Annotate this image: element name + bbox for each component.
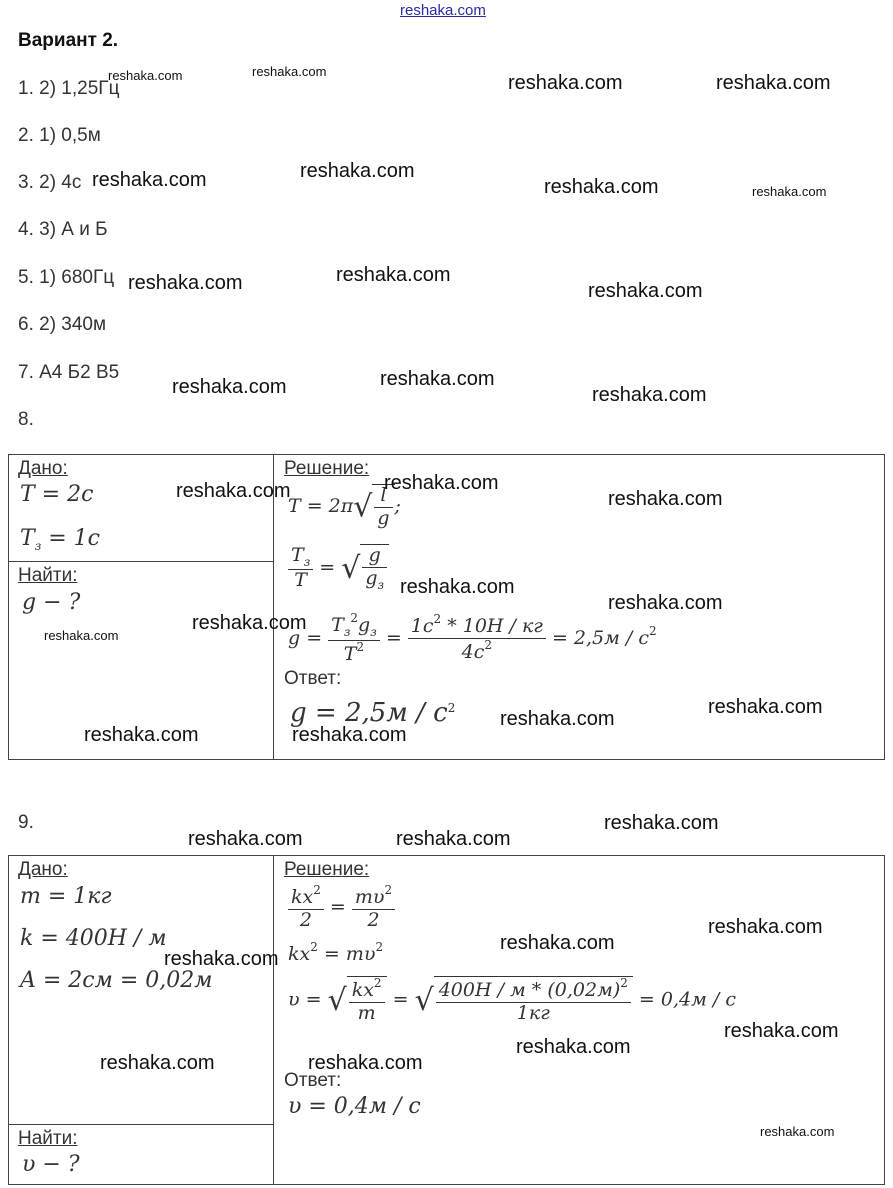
problem-9-given-amplitude: A = 2cм = 0,02м [20, 968, 213, 993]
problem-8-answer-label: Ответ: [284, 668, 342, 689]
problem-9-answer: υ = 0,4м / c [288, 1094, 421, 1119]
watermark: reshaka.com [108, 68, 183, 83]
problem-8-find-label: Найти: [18, 565, 78, 586]
problem-8-find: g − ? [22, 590, 81, 615]
answer-5: 5. 1) 680Гц [18, 267, 115, 288]
site-link[interactable]: reshaka.com [400, 2, 486, 19]
problem-8-given-divider [8, 561, 274, 562]
watermark: reshaka.com [176, 480, 291, 502]
answer-7: 7. А4 Б2 В5 [18, 362, 120, 383]
problem-8-given-period-earth: $T_з = 1c$ [20, 526, 100, 553]
watermark: reshaka.com [128, 272, 243, 294]
problem-9-given-divider [8, 1124, 274, 1125]
problem-8-eq-period: T = 2π√ $\frac{l}{g}$ ; [288, 484, 401, 529]
watermark: reshaka.com [192, 612, 307, 634]
watermark: reshaka.com [752, 184, 827, 199]
watermark: reshaka.com [44, 628, 119, 643]
watermark: reshaka.com [500, 932, 615, 954]
problem-8-eq-result: g = $\frac{T_з^2g_з}{T^2}$ = $\frac{1c^2 * 10H / кг}{4c^2}$ = $2,5м / c^2$ [288, 611, 657, 665]
watermark: reshaka.com [84, 724, 199, 746]
problem-9-eq-energy: $\frac{kx^2}{2}$ = $\frac{m\upsilon^2}{2}$ [288, 884, 395, 932]
problem-8-number: 8. [18, 409, 34, 430]
problem-9-find: υ − ? [22, 1152, 80, 1177]
problem-9-solution-label: Решение: [284, 859, 370, 880]
watermark: reshaka.com [708, 916, 823, 938]
watermark: reshaka.com [604, 812, 719, 834]
watermark: reshaka.com [92, 169, 207, 191]
watermark: reshaka.com [384, 472, 499, 494]
answer-2: 2. 1) 0,5м [18, 125, 101, 146]
problem-9-given-label: Дано: [18, 859, 68, 880]
problem-9-number: 9. [18, 812, 34, 833]
watermark: reshaka.com [508, 72, 623, 94]
watermark: reshaka.com [336, 264, 451, 286]
problem-9-given-stiffness: k = 400H / м [20, 926, 167, 951]
answer-6: 6. 2) 340м [18, 314, 107, 335]
problem-8-eq-ratio: $\frac{T_з}{T}$ = √ $\frac{g}{g_з}$ [288, 544, 389, 593]
problem-9-eq-simplified: $kx^2 = m\upsilon^2$ [288, 940, 384, 965]
watermark: reshaka.com [300, 160, 415, 182]
problem-9-given-mass: m = 1кг [20, 884, 112, 909]
watermark: reshaka.com [516, 1036, 631, 1058]
problem-8-given-period: T = 2c [20, 482, 94, 507]
problem-9-answer-label: Ответ: [284, 1070, 342, 1091]
watermark: reshaka.com [380, 368, 495, 390]
problem-9-find-label: Найти: [18, 1128, 78, 1149]
watermark: reshaka.com [172, 376, 287, 398]
problem-8-answer: $g = 2,5м / c^2$ [290, 698, 456, 728]
watermark: reshaka.com [164, 948, 279, 970]
watermark: reshaka.com [760, 1124, 835, 1139]
watermark: reshaka.com [100, 1052, 215, 1074]
problem-8-given-label: Дано: [18, 458, 68, 479]
problem-9-eq-speed: υ = √ $\frac{kx^2}{m}$ = √ $\frac{400H / м * (0,02м)^2}{1кг}$ = 0,4м / c [288, 976, 736, 1024]
answer-1: 1. 2) 1,25Гц [18, 78, 120, 99]
watermark: reshaka.com [588, 280, 703, 302]
watermark: reshaka.com [400, 576, 515, 598]
watermark: reshaka.com [500, 708, 615, 730]
watermark: reshaka.com [716, 72, 831, 94]
answer-3: 3. 2) 4с [18, 172, 82, 193]
watermark: reshaka.com [724, 1020, 839, 1042]
problem-8-solution-label: Решение: [284, 458, 370, 479]
answer-4: 4. 3) А и Б [18, 219, 108, 240]
watermark: reshaka.com [308, 1052, 423, 1074]
watermark: reshaka.com [188, 828, 303, 850]
problem-9-divider [273, 855, 274, 1185]
watermark: reshaka.com [544, 176, 659, 198]
watermark: reshaka.com [396, 828, 511, 850]
watermark: reshaka.com [592, 384, 707, 406]
watermark: reshaka.com [708, 696, 823, 718]
watermark: reshaka.com [608, 488, 723, 510]
watermark: reshaka.com [252, 64, 327, 79]
variant-title: Вариант 2. [18, 30, 119, 51]
watermark: reshaka.com [292, 724, 407, 746]
watermark: reshaka.com [608, 592, 723, 614]
